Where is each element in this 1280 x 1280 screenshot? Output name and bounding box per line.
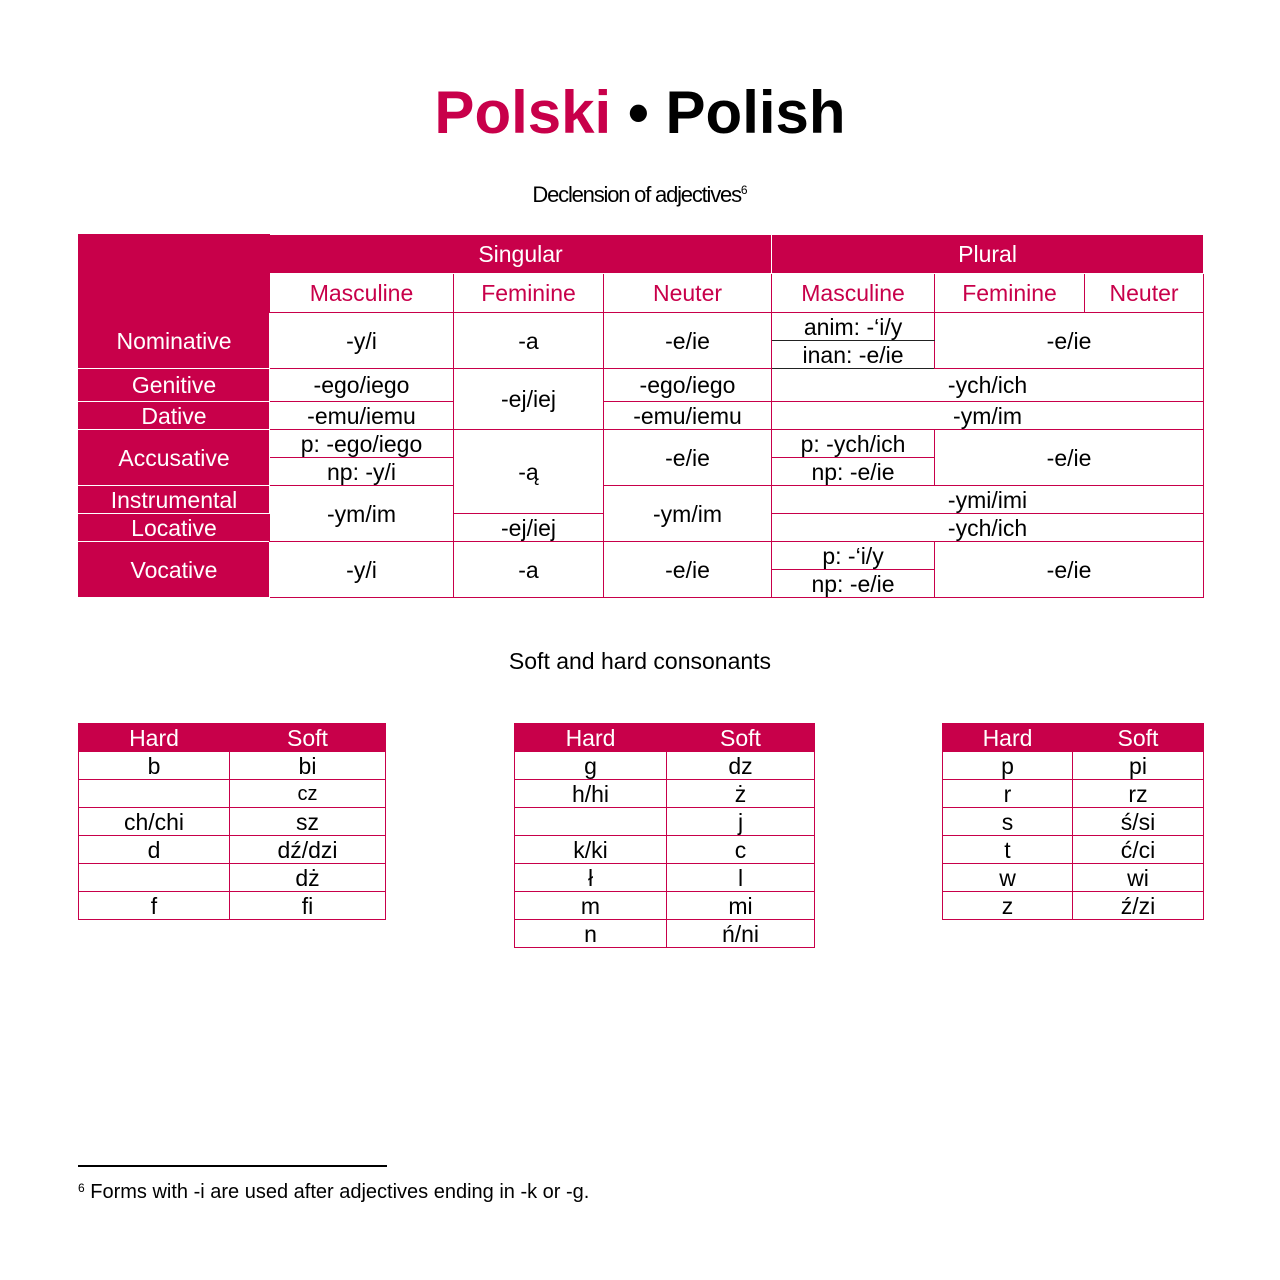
cell-ins-loc-sg-m: -ym/im [270, 486, 454, 542]
consonants-table-3 [942, 723, 1204, 920]
consonants-table-2 [514, 723, 815, 948]
cell-acc-sg-f: -ą [454, 430, 604, 514]
header-pl-feminine: Feminine [935, 274, 1085, 313]
hard-cell: z [943, 892, 1073, 920]
subtitle-text: Declension of adjectives [532, 182, 741, 207]
soft-cell: l [667, 864, 815, 892]
soft-cell: sz [230, 808, 386, 836]
cell-ins-loc-sg-n: -ym/im [604, 486, 772, 542]
header-singular: Singular [270, 235, 772, 274]
footnote-mark: 6 [78, 1181, 85, 1195]
hard-cell: ch/chi [79, 808, 230, 836]
title-polish: Polski [434, 79, 612, 146]
cell-acc-sg-m-p: p: -ego/iego [270, 430, 454, 458]
cell-gen-dat-sg-f: -ej/iej [454, 369, 604, 430]
hard-cell: n [515, 920, 667, 948]
soft-cell: ć/ci [1073, 836, 1204, 864]
case-nominative: Nominative [79, 313, 270, 369]
soft-cell: mi [667, 892, 815, 920]
case-genitive: Genitive [79, 369, 270, 402]
soft-cell: wi [1073, 864, 1204, 892]
cell-nom-pl-m-inan: inan: -e/ie [772, 341, 935, 369]
case-locative: Locative [79, 514, 270, 542]
cell-acc-pl-fn: -e/ie [935, 430, 1204, 486]
cell-gen-sg-m: -ego/iego [270, 369, 454, 402]
title-english: Polish [665, 79, 846, 146]
title-separator: • [627, 79, 649, 146]
header-soft: Soft [1073, 724, 1204, 752]
case-dative: Dative [79, 402, 270, 430]
header-pl-masculine: Masculine [772, 274, 935, 313]
hard-cell: s [943, 808, 1073, 836]
hard-cell: p [943, 752, 1073, 780]
hard-cell: b [79, 752, 230, 780]
soft-cell: dź/dzi [230, 836, 386, 864]
footnote [78, 1180, 589, 1204]
cell-dat-pl: -ym/im [772, 402, 1204, 430]
footnote-rule [78, 1165, 387, 1167]
page-title [0, 78, 1280, 148]
cell-loc-pl: -ych/ich [772, 514, 1204, 542]
soft-cell: ź/zi [1073, 892, 1204, 920]
cell-acc-pl-m-p: p: -ych/ich [772, 430, 935, 458]
declension-subtitle [0, 181, 1280, 209]
consonants-table-1 [78, 723, 386, 920]
soft-cell: bi [230, 752, 386, 780]
header-pl-neuter: Neuter [1085, 274, 1204, 313]
header-sg-masculine: Masculine [270, 274, 454, 313]
soft-cell: dż [230, 864, 386, 892]
soft-cell: cz [230, 780, 386, 808]
consonants-title: Soft and hard consonants [508, 648, 772, 674]
soft-cell: fi [230, 892, 386, 920]
soft-cell: ż [667, 780, 815, 808]
hard-cell: g [515, 752, 667, 780]
header-hard: Hard [79, 724, 230, 752]
cell-acc-pl-m-np: np: -e/ie [772, 458, 935, 486]
cell-voc-sg-m: -y/i [270, 542, 454, 598]
hard-cell: m [515, 892, 667, 920]
cell-ins-pl: -ymi/imi [772, 486, 1204, 514]
cell-dat-sg-n: -emu/iemu [604, 402, 772, 430]
header-sg-neuter: Neuter [604, 274, 772, 313]
subtitle-footnote-mark: 6 [740, 183, 748, 197]
hard-cell [79, 780, 230, 808]
cell-dat-sg-m: -emu/iemu [270, 402, 454, 430]
declension-table [78, 234, 1204, 598]
soft-cell: pi [1073, 752, 1204, 780]
header-plural: Plural [772, 235, 1204, 274]
cell-nom-pl-m-anim: anim: -‘i/y [772, 313, 935, 341]
hard-cell: d [79, 836, 230, 864]
case-instrumental: Instrumental [79, 486, 270, 514]
cell-nom-sg-m: -y/i [270, 313, 454, 369]
hard-cell: k/ki [515, 836, 667, 864]
soft-cell: ń/ni [667, 920, 815, 948]
cell-nom-sg-f: -a [454, 313, 604, 369]
hard-cell [515, 808, 667, 836]
hard-cell: f [79, 892, 230, 920]
case-accusative: Accusative [79, 430, 270, 486]
hard-cell: h/hi [515, 780, 667, 808]
cell-nom-sg-n: -e/ie [604, 313, 772, 369]
soft-cell: j [667, 808, 815, 836]
cell-gen-pl: -ych/ich [772, 369, 1204, 402]
hard-cell: t [943, 836, 1073, 864]
cell-voc-pl-fn: -e/ie [935, 542, 1204, 598]
corner-cell [79, 235, 270, 313]
cell-voc-sg-n: -e/ie [604, 542, 772, 598]
case-vocative: Vocative [79, 542, 270, 598]
cell-loc-sg-f: -ej/iej [454, 514, 604, 542]
header-soft: Soft [230, 724, 386, 752]
hard-cell: w [943, 864, 1073, 892]
cell-gen-sg-n: -ego/iego [604, 369, 772, 402]
soft-cell: rz [1073, 780, 1204, 808]
header-hard: Hard [943, 724, 1073, 752]
cell-voc-sg-f: -a [454, 542, 604, 598]
hard-cell: ł [515, 864, 667, 892]
header-hard: Hard [515, 724, 667, 752]
cell-nom-pl-fn: -e/ie [935, 313, 1204, 369]
header-sg-feminine: Feminine [454, 274, 604, 313]
soft-cell: dz [667, 752, 815, 780]
soft-cell: c [667, 836, 815, 864]
cell-acc-sg-m-np: np: -y/i [270, 458, 454, 486]
footnote-text: Forms with -i are used after adjectives ending in -k or -g. [90, 1181, 590, 1203]
hard-cell: r [943, 780, 1073, 808]
header-soft: Soft [667, 724, 815, 752]
soft-cell: ś/si [1073, 808, 1204, 836]
cell-voc-pl-m-np: np: -e/ie [772, 570, 935, 598]
hard-cell [79, 864, 230, 892]
cell-acc-sg-n: -e/ie [604, 430, 772, 486]
cell-voc-pl-m-p: p: -‘i/y [772, 542, 935, 570]
